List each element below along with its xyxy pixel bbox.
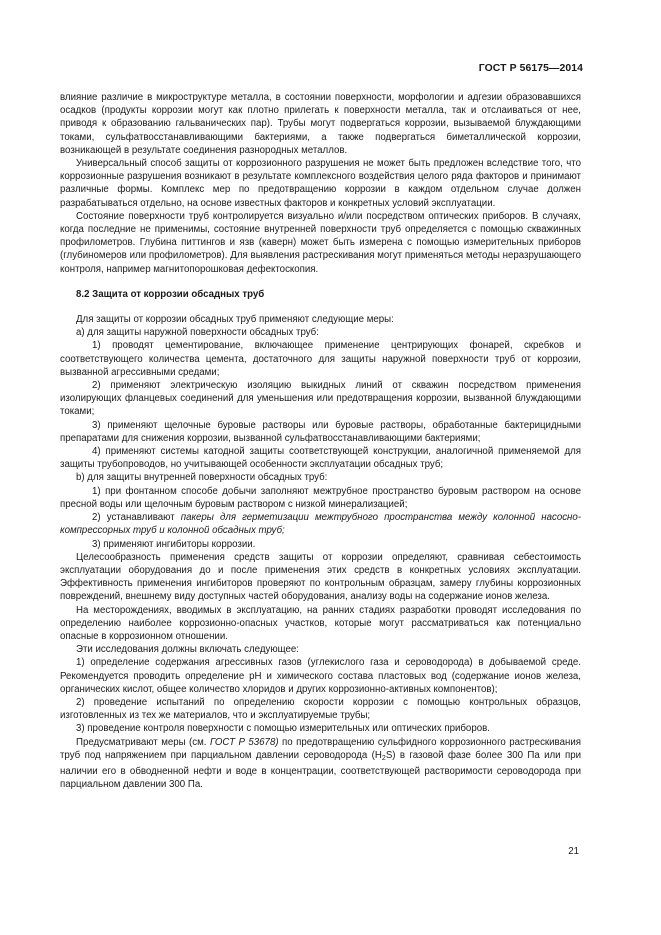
list-item: 1) определение содержания агрессивных газов (углекислого газа и сероводорода) в добываемой среде. Рекомендуется проводить определение pH и химического состава пластовых вод (содержание ионов железа, органических кислот, общее количество хлоридов и других коррозионно-активных компонентов); [60,657,581,695]
list-item [60,511,581,537]
paragraph: Эти исследования должны включать следующее: [76,644,299,656]
paragraph: Целесообразность применения средств защиты от коррозии определяют, сравнивая себестоимость эксплуатации оборудования до и после применения этих средств в конкретных условиях эксплуатации. Эффективность применения ингибиторов проверяют по контрольным образцам, замеру глубины коррозионных повреждений, внешнему виду доступных частей оборудования, анализу воды на содержание ионов железа. [60,551,581,603]
list-item: b) для защиты внутренней поверхности обсадных труб: [76,472,328,484]
standard-reference: ГОСТ Р 53678) [209,736,279,748]
list-item: 3) применяют ингибиторы коррозии. [92,538,256,550]
list-item-text: 2) устанавливают [92,512,181,524]
italic-text: пакеры для герметизации межтрубного пространства между колонной насосно-компрессорных труб и колонной обсадных труб; [60,512,581,537]
paragraph-text: Предусматривают меры (см. [76,736,210,748]
paragraph-text: S) в газовой фазе более 300 Па или при наличии его в обводненной нефти и воде в концентрации, соответствующей растворимости сероводорода при парциальном давлении 300 Па. [60,749,581,791]
list-item: 4) применяют системы катодной защиты соответствующей конструкции, аналогичной применяемой для защиты трубопроводов, но учитывающей особенности эксплуатации обсадных труб; [60,446,581,471]
document-body [60,91,581,791]
list-item: 2) применяют электрическую изоляцию выкидных линий от скважин посредством применения изолирующих фланцевых соединений для уменьшения или предотвращения коррозии, вызванной блуждающими токами; [60,380,581,418]
list-item: 3) применяют щелочные буровые растворы или буровые растворы, обработанные бактерицидными препаратами для снижения коррозии, вызванной сульфатвосстанавливающими бактериями; [60,419,581,444]
list-item: а) для защиты наружной поверхности обсадных труб: [76,327,319,339]
list-item: 3) проведение контроля поверхности с помощью измерительных или оптических приборов. [76,723,490,735]
paragraph: На месторождениях, вводимых в эксплуатацию, на ранних стадиях разработки проводят исследования по определению наиболее коррозионно-опасных участков, которые могут рассматриваться как потенциально опасные в коррозионном отношении. [60,604,581,642]
paragraph: Состояние поверхности труб контролируется визуально и/или посредством оптических приборов. В случаях, когда последние не применимы, состояние внутренней поверхности труб определяется с помощью скважинных профилометров. Глубина питтингов и язв (каверн) может быть измерена с помощью измерительных приборов (глубиномеров или профилометров). Для выявления растрескивания могут применяться методы неразрушающего контроля, например магнитопорошковая дефектоскопия. [60,210,581,275]
list-item: 1) при фонтанном способе добычи заполняют межтрубное пространство буровым раствором на основе пресной воды или щелочным буровым раствором с низкой минерализацией; [60,485,581,510]
list-item: 2) проведение испытаний по определению скорости коррозии с помощью контрольных образцов, изготовленных из тех же материалов, что и эксплуатируемые трубы; [60,696,581,722]
list-item: 1) проводят цементирование, включающее применение центрирующих фонарей, скребков и соответствующего количества цемента, достаточного для защиты наружной поверхности труб от коррозии, вызванной агрессивными средами; [60,340,581,378]
section-heading: 8.2 Защита от коррозии обсадных труб [76,288,265,300]
document-code: ГОСТ Р 56175—2014 [478,63,583,74]
paragraph [60,736,581,792]
paragraph-text: по предотвращению сульфидного коррозионного растрескивания труб под напряжением при парциальном давлении сероводорода (H [60,736,581,761]
page-number: 21 [568,846,579,857]
paragraph: Универсальный способ защиты от коррозионного разрушения не может быть предложен вследствие того, что коррозионные разрушения возникают в результате комплексного воздействия целого ряда факторов и принимают различные формы. Комплекс мер по предотвращению коррозии в каждом отдельном случае должен разрабатываться отдельно, на основе известных факторов и конкретных условий эксплуатации. [60,158,581,209]
paragraph: влияние различие в микроструктуре металла, в состоянии поверхности, морфологии и адгезии образовавшихся осадков (продукты коррозии могут как плотно прилегать к поверхности металла, так и отслаиваться от нее, приводя к образованию гальванических пар). Трубы могут подвергаться коррозии, вызываемой блуждающими токами, сульфатвосстанавливающими бактериями, а также подвергаться биметаллической коррозии, возникающей в результате соединения разнородных металлов. [60,92,581,156]
paragraph: Для защиты от коррозии обсадных труб применяют следующие меры: [76,314,394,326]
subscript: 2 [381,754,386,762]
